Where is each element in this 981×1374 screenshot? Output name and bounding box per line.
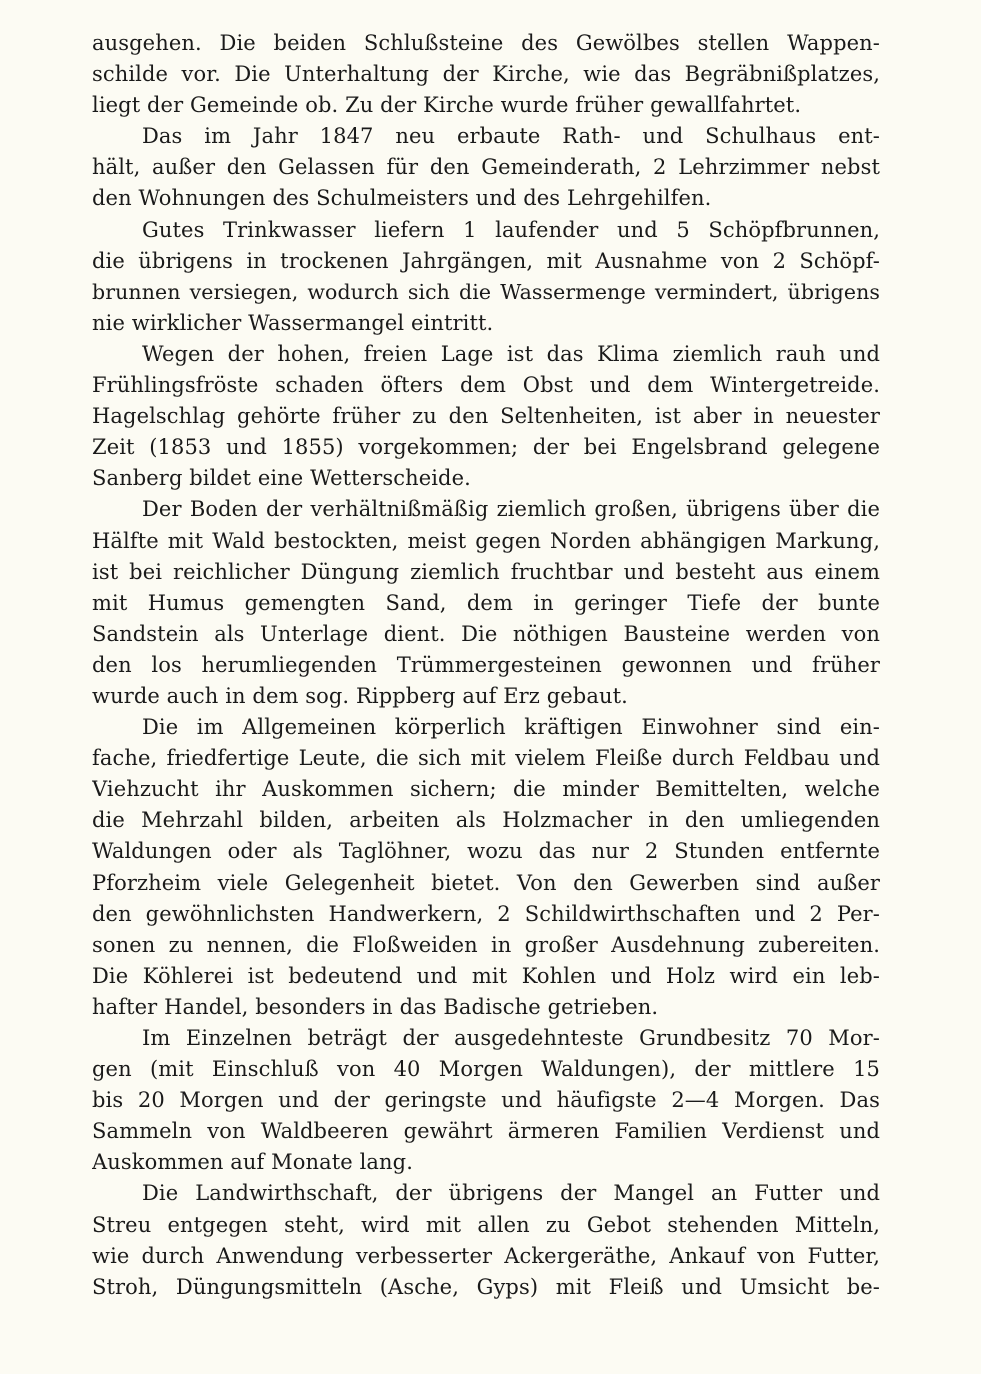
text-line: Im Einzelnen beträgt der ausgedehnteste Grundbesitz 70 Mor- xyxy=(142,1026,880,1050)
text-line: Hagelschlag gehörte früher zu den Seltenheiten, ist aber in neuester xyxy=(92,404,880,429)
text-line: wie durch Anwendung verbesserter Ackergeräthe, Ankauf von Futter, xyxy=(92,1243,880,1268)
text-line: mit Humus gemengten Sand, dem in geringer Tiefe der bunte xyxy=(92,590,880,615)
text-line: Die im Allgemeinen körperlich kräftigen Einwohner sind ein- xyxy=(142,715,880,740)
text-line: Streu entgegen steht, wird mit allen zu Gebot stehenden Mitteln, xyxy=(92,1212,880,1237)
text-line: Sammeln von Waldbeeren gewährt ärmeren Familien Verdienst und xyxy=(92,1119,880,1144)
text-line: Das im Jahr 1847 neu erbaute Rath- und Schulhaus ent- xyxy=(142,124,880,149)
text-line: hafter Handel, besonders in das Badische getrieben. xyxy=(92,994,659,1019)
text-line: gen (mit Einschluß von 40 Morgen Waldungen), der mittlere 15 xyxy=(92,1057,880,1082)
text-line: wurde auch in dem sog. Rippberg auf Erz gebaut. xyxy=(92,683,628,708)
text-line: sonen zu nennen, die Floßweiden in großer Ausdehnung zubereiten. xyxy=(92,932,880,957)
text-line: Sandstein als Unterlage dient. Die nöthigen Bausteine werden von xyxy=(92,621,880,646)
text-line: Die Köhlerei ist bedeutend und mit Kohlen und Holz wird ein leb- xyxy=(92,963,880,988)
text-line: Die Landwirthschaft, der übrigens der Mangel an Futter und xyxy=(142,1181,880,1206)
text-line: Sanberg bildet eine Wetterscheide. xyxy=(92,466,471,491)
text-line: Stroh, Düngungsmitteln (Asche, Gyps) mit Fleiß und Umsicht be- xyxy=(92,1274,880,1299)
text-line: den Wohnungen des Schulmeisters und des Lehrgehilfen. xyxy=(92,186,712,211)
text-line: Der Boden der verhältnißmäßig ziemlich großen, übrigens über die xyxy=(142,497,880,522)
text-line: Hälfte mit Wald bestockten, meist gegen Norden abhängigen Markung, xyxy=(92,528,880,553)
text-line: Waldungen oder als Taglöhner, wozu das nur 2 Stunden entfernte xyxy=(92,839,880,864)
text-line: ausgehen. Die beiden Schlußsteine des Gewölbes stellen Wappen- xyxy=(92,31,880,55)
text-line: Auskommen auf Monate lang. xyxy=(92,1150,413,1175)
text-line: Wegen der hohen, freien Lage ist das Klima ziemlich rauh und xyxy=(142,341,880,366)
text-line: schilde vor. Die Unterhaltung der Kirche, wie das Begräbnißplatzes, xyxy=(92,62,880,87)
text-line: Frühlingsfröste schaden öfters dem Obst und dem Wintergetreide. xyxy=(92,373,880,398)
text-line: Viehzucht ihr Auskommen sichern; die minder Bemittelten, welche xyxy=(92,777,880,802)
text-line: bis 20 Morgen und der geringste und häufigste 2—4 Morgen. Das xyxy=(92,1088,880,1113)
text-line: die Mehrzahl bilden, arbeiten als Holzmacher in den umliegenden xyxy=(92,808,880,833)
text-line: die übrigens in trockenen Jahrgängen, mit Ausnahme von 2 Schöpf- xyxy=(92,248,880,273)
text-line: Gutes Trinkwasser liefern 1 laufender und 5 Schöpfbrunnen, xyxy=(142,217,880,242)
text-line: brunnen versiegen, wodurch sich die Wassermenge vermindert, übrigens xyxy=(92,279,880,304)
text-line: den los herumliegenden Trümmergesteinen gewonnen und früher xyxy=(92,652,880,677)
text-line: liegt der Gemeinde ob. Zu der Kirche wurde früher gewallfahrtet. xyxy=(92,93,802,118)
text-line: den gewöhnlichsten Handwerkern, 2 Schildwirthschaften und 2 Per- xyxy=(92,901,880,926)
text-line: hält, außer den Gelassen für den Gemeinderath, 2 Lehrzimmer nebst xyxy=(92,155,880,180)
text-line: ist bei reichlicher Düngung ziemlich fruchtbar und besteht aus einem xyxy=(92,559,880,584)
text-line: nie wirklicher Wassermangel eintritt. xyxy=(92,310,494,335)
text-line: Zeit (1853 und 1855) vorgekommen; der bei Engelsbrand gelegene xyxy=(92,435,880,460)
document-page xyxy=(92,28,880,1303)
text-line: fache, friedfertige Leute, die sich mit vielem Fleiße durch Feldbau und xyxy=(92,746,880,771)
text-line: Pforzheim viele Gelegenheit bietet. Von den Gewerben sind außer xyxy=(92,870,880,895)
